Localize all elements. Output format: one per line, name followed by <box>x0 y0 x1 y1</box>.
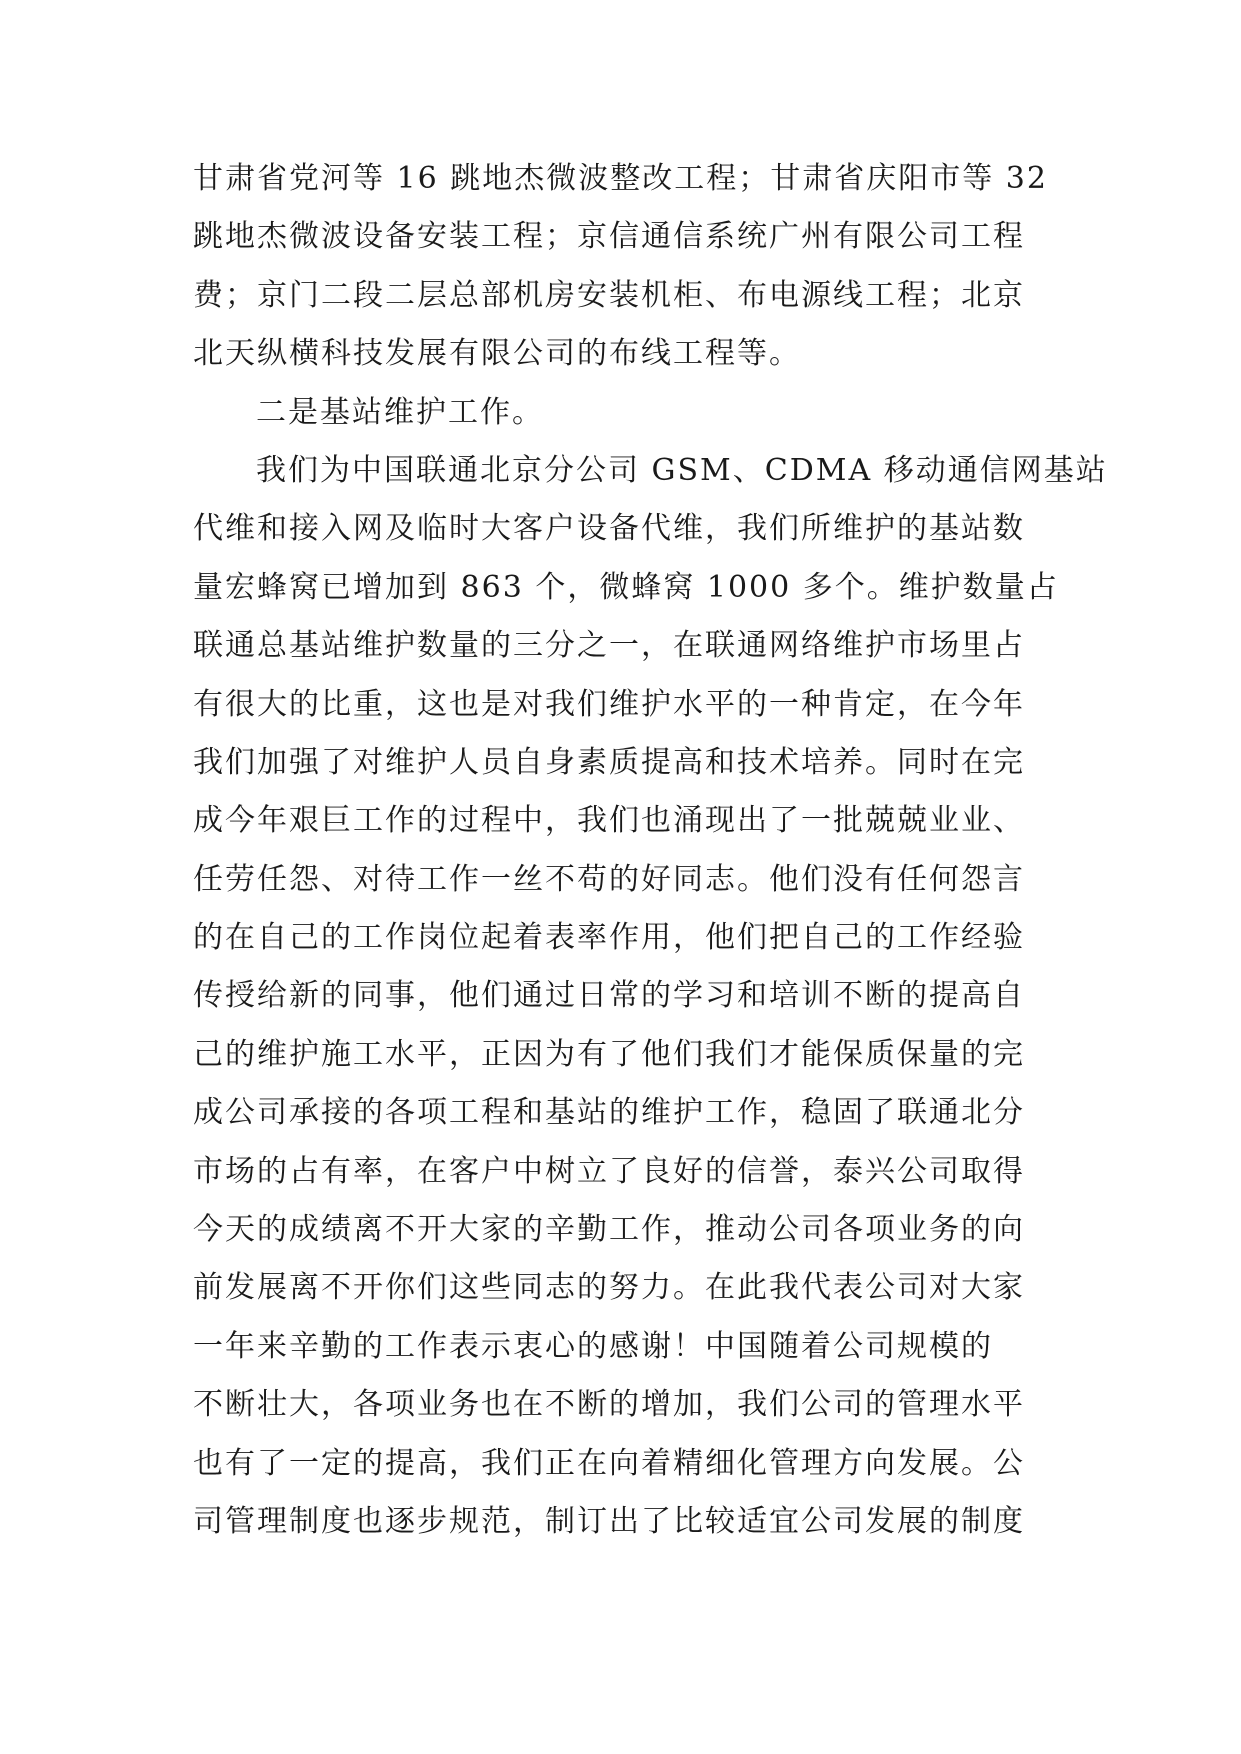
text-line: 己的维护施工水平，正因为有了他们我们才能保质保量的完 <box>193 1036 1025 1072</box>
section-heading-line: 二是基站维护工作。 <box>256 394 544 430</box>
text-line: 量宏蜂窝已增加到 863 个，微蜂窝 1000 多个。维护数量占 <box>193 569 1059 605</box>
text-line: 也有了一定的提高，我们正在向着精细化管理方向发展。公 <box>193 1445 1025 1481</box>
text-line: 联通总基站维护数量的三分之一，在联通网络维护市场里占 <box>193 628 1025 664</box>
text-line: 今天的成绩离不开大家的辛勤工作，推动公司各项业务的向 <box>193 1212 1025 1248</box>
text-line: 费；京门二段二层总部机房安装机柜、布电源线工程；北京 <box>193 277 1025 313</box>
text-line: 北天纵横科技发展有限公司的布线工程等。 <box>193 336 801 372</box>
text-line: 一年来辛勤的工作表示衷心的感谢！中国随着公司规模的 <box>193 1328 993 1364</box>
text-line: 的在自己的工作岗位起着表率作用，他们把自己的工作经验 <box>193 920 1025 956</box>
text-line: 我们加强了对维护人员自身素质提高和技术培养。同时在完 <box>193 744 1025 780</box>
text-line: 司管理制度也逐步规范，制订出了比较适宜公司发展的制度 <box>193 1503 1025 1539</box>
text-line: 成公司承接的各项工程和基站的维护工作，稳固了联通北分 <box>193 1095 1025 1131</box>
text-line: 任劳任怨、对待工作一丝不苟的好同志。他们没有任何怨言 <box>193 861 1025 897</box>
text-line: 不断壮大，各项业务也在不断的增加，我们公司的管理水平 <box>193 1387 1025 1423</box>
text-line: 传授给新的同事，他们通过日常的学习和培训不断的提高自 <box>193 978 1025 1014</box>
text-line: 代维和接入网及临时大客户设备代维，我们所维护的基站数 <box>193 511 1025 547</box>
text-line: 成今年艰巨工作的过程中，我们也涌现出了一批兢兢业业、 <box>193 803 1025 839</box>
text-line: 有很大的比重，这也是对我们维护水平的一种肯定，在今年 <box>193 686 1025 722</box>
document-body <box>193 150 1108 1551</box>
text-line: 甘肃省党河等 16 跳地杰微波整改工程；甘肃省庆阳市等 32 <box>193 161 1048 196</box>
text-line: 跳地杰微波设备安装工程；京信通信系统广州有限公司工程 <box>193 219 1025 255</box>
text-line: 市场的占有率，在客户中树立了良好的信誉，泰兴公司取得 <box>193 1153 1025 1189</box>
paragraph-first-line: 我们为中国联通北京分公司 GSM、CDMA 移动通信网基站 <box>256 452 1108 488</box>
text-line: 前发展离不开你们这些同志的努力。在此我代表公司对大家 <box>193 1270 1025 1306</box>
